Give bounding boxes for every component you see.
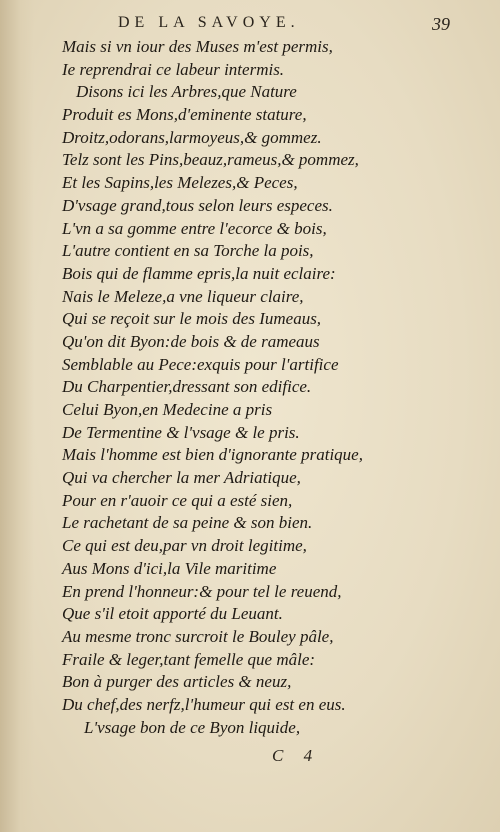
- verse-line: Ie reprendrai ce labeur intermis.: [62, 59, 285, 79]
- verse-line: Fraile & leger,tant femelle que mâle:: [62, 649, 316, 669]
- verse-line: Nais le Meleze,a vne liqueur claire,: [62, 286, 304, 306]
- verse-line: Bois qui de flamme epris,la nuit eclaire:: [62, 263, 336, 283]
- verse-line: Au mesme tronc surcroit le Bouley pâle,: [62, 626, 334, 646]
- verse-line: Droitz,odorans,larmoyeus,& gommez.: [62, 127, 322, 147]
- verse-line: De Termentine & l'vsage & le pris.: [62, 422, 300, 442]
- verse-line: L'vsage bon de ce Byon liquide,: [84, 717, 301, 737]
- verse-line: Bon à purger des articles & neuz,: [62, 672, 292, 692]
- verse-line: Qui se reçoit sur le mois des Iumeaus,: [62, 309, 322, 329]
- verse-line: D'vsage grand,tous selon leurs especes.: [62, 195, 333, 215]
- poem-body: [0, 36, 500, 739]
- verse-line: Celui Byon,en Medecine a pris: [62, 400, 273, 419]
- running-head: DE LA SAVOYE.: [118, 14, 300, 31]
- verse-line: Du Charpentier,dressant son edifice.: [62, 377, 312, 397]
- page-number: 39: [432, 14, 450, 34]
- verse-line: Ce qui est deu,par vn droit legitime,: [62, 536, 307, 556]
- verse-line: Qui va chercher la mer Adriatique,: [62, 468, 301, 488]
- verse-line: L'autre contient en sa Torche la pois,: [62, 241, 314, 261]
- verse-line: Du chef,des nerfz,l'humeur qui est en eus.: [62, 694, 346, 714]
- verse-line: Mais l'homme est bien d'ignorante pratique,: [62, 445, 363, 465]
- verse-line: Pour en r'auoir ce qui a esté sien,: [62, 490, 293, 510]
- verse-line: Telz sont les Pins,beauz,rameus,& pommez,: [62, 150, 359, 170]
- verse-line: Aus Mons d'ici,la Vile maritime: [62, 558, 277, 578]
- signature-mark: C 4: [272, 746, 321, 765]
- verse-line: Disons ici les Arbres,que Nature: [76, 82, 297, 102]
- verse-line: Que s'il etoit apporté du Leuant.: [62, 604, 283, 624]
- verse-line: L'vn a sa gomme entre l'ecorce & bois,: [62, 218, 327, 238]
- verse-line: Semblable au Pece:exquis pour l'artifice: [62, 354, 339, 374]
- verse-line: Produit es Mons,d'eminente stature,: [62, 105, 307, 125]
- verse-line: Mais si vn iour des Muses m'est permis,: [62, 37, 333, 56]
- verse-line: En prend l'honneur:& pour tel le reuend,: [62, 581, 342, 601]
- verse-line: Et les Sapins,les Melezes,& Peces,: [62, 173, 298, 193]
- verse-line: Qu'on dit Byon:de bois & de rameaus: [62, 331, 320, 351]
- verse-line: Le rachetant de sa peine & son bien.: [62, 513, 313, 533]
